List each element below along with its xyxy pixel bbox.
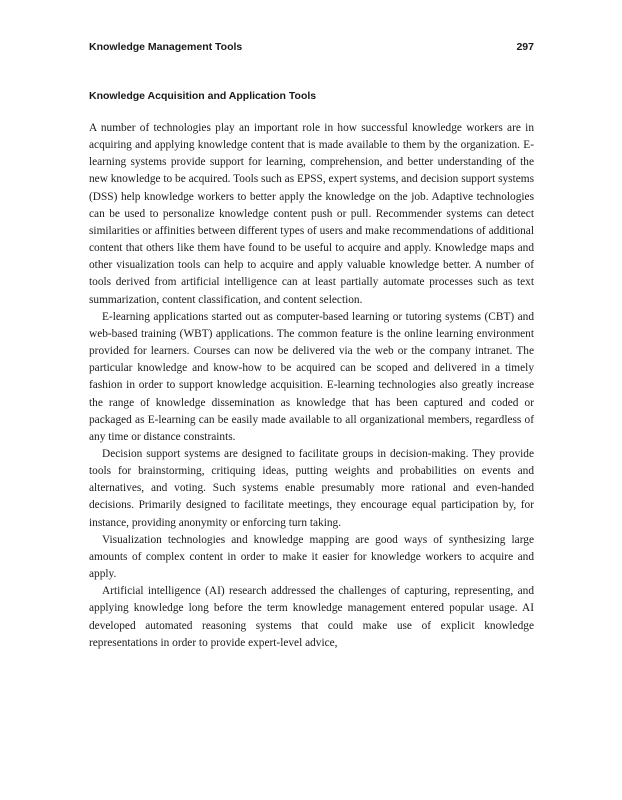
- paragraph-decision-support: Decision support systems are designed to facilitate groups in decision-making. They provide tools for brainstorming, critiquing ideas, putting weights and probabilities on events and alternatives, and voting. Such systems enable presumably more rational and even-handed decisions. Primarily designed to facilitate meetings, they encourage equal participation by, for instance, providing anonymity or enforcing turn taking.: [89, 447, 534, 529]
- paragraph-e-learning: E-learning applications started out as computer-based learning or tutoring systems (CBT) and web-based training (WBT) applications. The common feature is the online learning environment provided for learners. Courses can now be delivered via the web or the company intranet. The particular knowledge and know-how to be acquired can be scoped and delivered in a timely fashion in order to support knowledge acquisition. E-learning technologies also greatly increase the range of knowledge dissemination as knowledge that has been captured and coded or packaged as E-learning can be easily made available to all organizational members, regardless of any time or distance constraints.: [89, 310, 534, 443]
- running-header: [89, 40, 534, 54]
- paragraph-intro: A number of technologies play an important role in how successful knowledge workers are in acquiring and applying knowledge content that is made available to them by the organization. E-learning systems provide support for learning, comprehension, and better understanding of the new knowledge to be acquired. Tools such as EPSS, expert systems, and decision support systems (DSS) help knowledge workers to better apply the knowledge on the job. Adaptive technologies can be used to personalize knowledge content push or pull. Recommender systems can detect similarities or affinities between different types of users and make recommendations of additional content that others like them have found to be useful to acquire and apply. Knowledge maps and other visualization tools can help to acquire and apply valuable knowledge better. A number of tools derived from artificial intelligence can at least partially automate processes such as text summarization, content classification, and content selection.: [89, 122, 534, 306]
- running-title: Knowledge Management Tools: [89, 41, 243, 53]
- book-page: [89, 36, 534, 652]
- paragraph-artificial-intelligence: Artificial intelligence (AI) research addressed the challenges of capturing, representing, and applying knowledge long before the term knowledge management entered popular usage. AI developed automated reasoning systems that could make use of explicit knowledge representations in order to provide expert-level advice,: [89, 585, 534, 649]
- page-number: 297: [516, 41, 534, 53]
- body-text: [89, 120, 534, 652]
- section-heading: Knowledge Acquisition and Application Tools: [89, 90, 317, 102]
- paragraph-visualization: Visualization technologies and knowledge mapping are good ways of synthesizing large amounts of complex content in order to make it easier for knowledge workers to acquire and apply.: [89, 533, 534, 581]
